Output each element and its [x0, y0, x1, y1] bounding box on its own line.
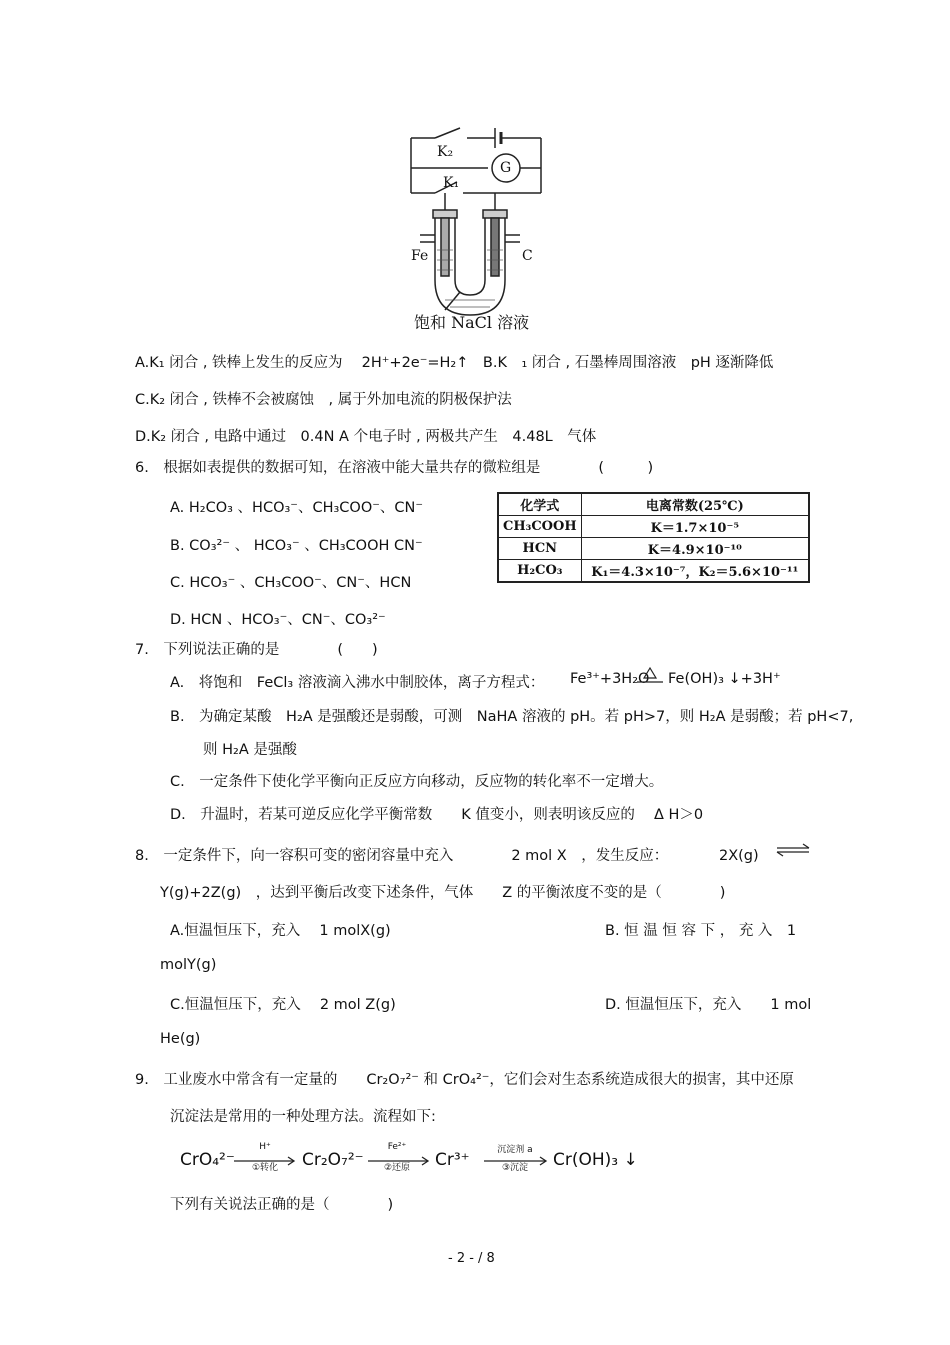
q7-option-b-line2: 则 H₂A 是强酸 [203, 742, 297, 758]
q7-stem: 7. 下列说法正确的是 ( ) [135, 642, 378, 658]
q5-option-c: C.K₂ 闭合 , 铁棒不会被腐蚀 , 属于外加电流的阴极保护法 [135, 392, 512, 408]
table-cell-constant: K＝1.7×10⁻⁵ [581, 516, 809, 538]
q5-option-ab: A.K₁ 闭合 , 铁棒上发生的反应为 2H⁺+2e⁻=H₂↑ B.K ₁ 闭合 , 石墨棒周围溶液 pH 逐渐降低 [135, 355, 774, 371]
fe-label: Fe [411, 248, 429, 264]
table-cell-formula: H₂CO₃ [498, 560, 581, 583]
q8-option-d-cont: He(g) [160, 1031, 201, 1047]
table-cell-constant: K＝4.9×10⁻¹⁰ [581, 538, 809, 560]
table-row [498, 560, 809, 583]
flow-species-hydroxide: Cr(OH)₃ ↓ [553, 1150, 638, 1170]
q6-option-d: D. HCN 、HCO₃⁻、CN⁻、CO₃²⁻ [170, 612, 386, 628]
q8-option-d: D. 恒温恒压下，充入 1 mol [605, 997, 812, 1013]
q8-stem-line2: Y(g)+2Z(g) ，达到平衡后改变下述条件，气体 Z 的平衡浓度不变的是（ ) [160, 885, 726, 901]
q9-prompt: 下列有关说法正确的是（ ) [170, 1197, 394, 1213]
q9-stem-line2: 沉淀法是常用的一种处理方法。流程如下: [170, 1109, 436, 1125]
q6-option-b: B. CO₃²⁻ 、 HCO₃⁻ 、CH₃COOH CN⁻ [170, 538, 423, 554]
flow-arrow2-bottom: ②还原 [383, 1163, 411, 1173]
table-row [498, 538, 809, 560]
flow-species-chromium-ion: Cr³⁺ [435, 1150, 470, 1170]
q8-option-c: C.恒温恒压下，充入 2 mol Z(g) [170, 997, 396, 1013]
ionization-constant-table [497, 492, 810, 583]
table-cell-constant: K₁＝4.3×10⁻⁷，K₂＝5.6×10⁻¹¹ [581, 560, 809, 583]
heat-reversible-arrow-icon [635, 666, 665, 688]
q8-option-b: B. 恒 温 恒 容 下 ， 充 入 1 [605, 923, 797, 939]
q7-option-d: D. 升温时，若某可逆反应化学平衡常数 K 值变小，则表明该反应的 Δ H＞0 [170, 807, 704, 823]
flow-arrow3-top: 沉淀剂 a [497, 1145, 533, 1155]
flow-species-dichromate: Cr₂O₇²⁻ [302, 1150, 364, 1170]
table-cell-formula: HCN [498, 538, 581, 560]
q8-stem-line1: 8. 一定条件下，向一容积可变的密闭容量中充入 2 mol X ，发生反应： 2X(g) [135, 848, 759, 864]
q6-option-a: A. H₂CO₃ 、HCO₃⁻、CH₃COO⁻、CN⁻ [170, 500, 424, 516]
q7-option-a-text: A. 将饱和 FeCl₃ 溶液滴入沸水中制胶体，离子方程式： [170, 675, 545, 691]
flow-arrow1-bottom: ①转化 [251, 1163, 279, 1173]
c-label: C [522, 248, 533, 264]
q6-stem: 6. 根据如表提供的数据可知，在溶液中能大量共存的微粒组是 ( ) [135, 460, 654, 476]
k2-label: K₂ [437, 144, 454, 160]
q8-option-b-cont: molY(g) [160, 957, 217, 973]
table-header-formula: 化学式 [498, 493, 581, 516]
flow-arrow2-top: Fe²⁺ [387, 1142, 407, 1152]
q7-option-c: C. 一定条件下使化学平衡向正反应方向移动，反应物的转化率不一定增大。 [170, 774, 664, 790]
q7-option-b-line1: B. 为确定某酸 H₂A 是强酸还是弱酸，可测 NaHA 溶液的 pH。若 pH>7，则 H₂A 是弱酸；若 pH<7, [170, 709, 854, 725]
table-row [498, 516, 809, 538]
q7-option-a-right: Fe(OH)₃ ↓+3H⁺ [668, 671, 781, 687]
k1-label: K₁ [443, 175, 460, 191]
equilibrium-arrow-icon [775, 843, 811, 857]
table-cell-formula: CH₃COOH [498, 516, 581, 538]
galvanometer-label: G [500, 160, 512, 176]
q9-stem-line1: 9. 工业废水中常含有一定量的 Cr₂O₇²⁻ 和 CrO₄²⁻，它们会对生态系统造成很大的损害，其中还原 [135, 1072, 794, 1088]
page-number: - 2 - / 8 [448, 1251, 495, 1266]
q6-option-c: C. HCO₃⁻ 、CH₃COO⁻、CN⁻、HCN [170, 575, 412, 591]
figure-caption: 饱和 NaCl 溶液 [414, 313, 530, 332]
flow-species-chromate: CrO₄²⁻ [180, 1150, 235, 1170]
q8-option-a: A.恒温恒压下，充入 1 molX(g) [170, 923, 391, 939]
q5-option-d: D.K₂ 闭合 , 电路中通过 0.4N A 个电子时 , 两极共产生 4.48L 气体 [135, 429, 597, 445]
q7-option-a-left: Fe³⁺+3H₂O [570, 671, 650, 687]
table-header-constant: 电离常数(25℃) [581, 493, 809, 516]
flow-arrow3-bottom: ③沉淀 [501, 1163, 529, 1173]
apparatus-figure [395, 120, 555, 335]
flow-arrow1-top: H⁺ [259, 1142, 271, 1152]
